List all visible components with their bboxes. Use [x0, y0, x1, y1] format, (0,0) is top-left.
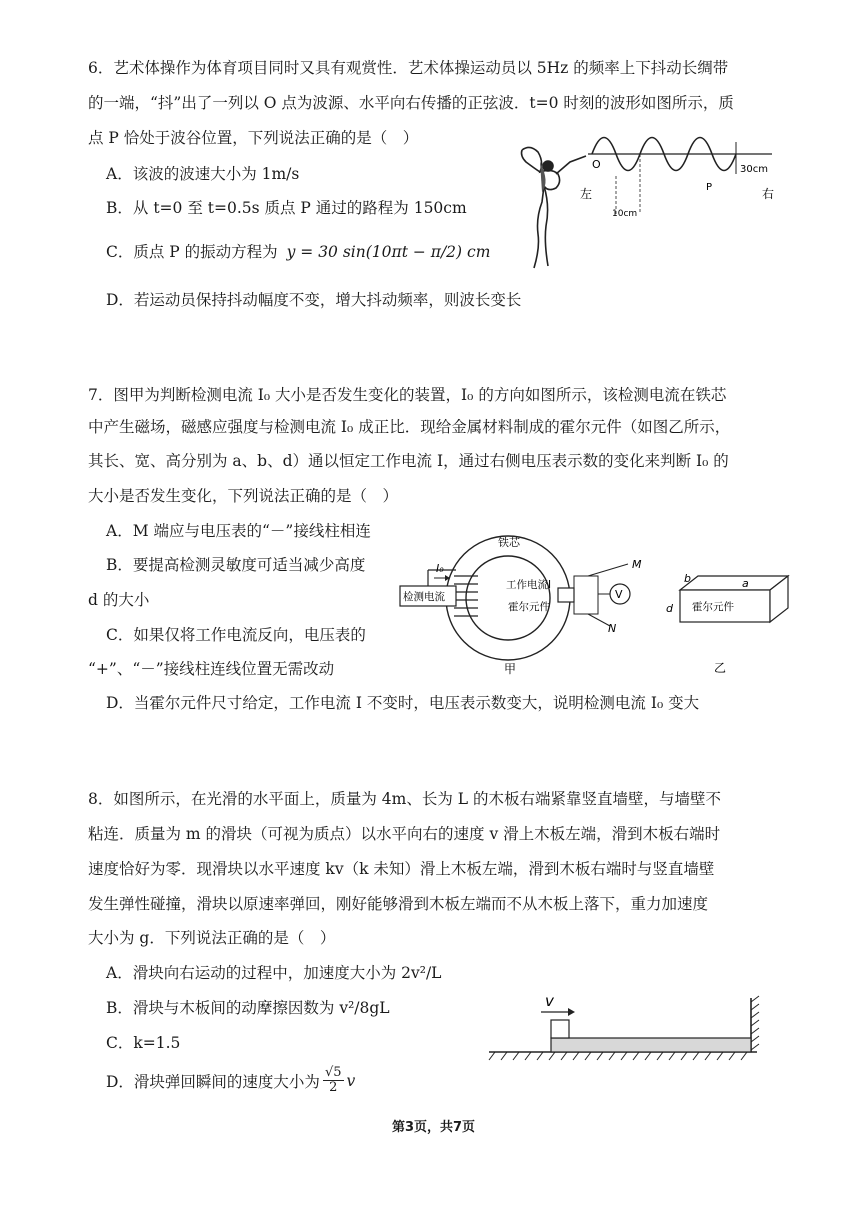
q6-option-c [106, 240, 490, 262]
q7-stem-line3: 其长、宽、高分别为 a、b、d）通以恒定工作电流 I，通过右侧电压表示数的变化来判断 I₀ 的 [88, 452, 729, 470]
q7-figure-jia [398, 528, 658, 678]
ground-hatch [489, 1052, 747, 1060]
velocity-arrowhead [568, 1008, 575, 1016]
q8-option-c: C．k=1.5 [106, 1034, 181, 1052]
q8-option-a: A．滑块向右运动的过程中，加速度大小为 2v²/L [106, 964, 442, 982]
q8-fraction-denominator: 2 [329, 1080, 338, 1095]
q7-figure-yi [662, 560, 812, 676]
slider-block [551, 1020, 569, 1038]
q8-option-d-fraction [323, 1066, 344, 1095]
q8-option-d-suffix: v [346, 1071, 356, 1090]
amplitude-label: 30cm [740, 164, 768, 175]
dim-b-label: b [684, 572, 691, 585]
q7-stem-line2: 中产生磁场，磁感应强度与检测电流 I₀ 成正比．现给金属材料制成的霍尔元件（如图乙所示， [88, 418, 731, 436]
q6-option-d: D．若运动员保持抖动幅度不变，增大抖动频率，则波长变长 [106, 291, 522, 309]
figure-yi-label: 乙 [714, 661, 727, 675]
right-label: 右 [762, 187, 775, 201]
dim-d-label: d [666, 602, 673, 615]
point-o-label: O [592, 158, 601, 171]
q8-stem-line2: 粘连．质量为 m 的滑块（可视为质点）以水平向右的速度 v 滑上木板左端，滑到木板右端时 [88, 825, 721, 843]
hall-element-label-jia: 霍尔元件 [508, 601, 550, 613]
m-terminal-label: M [632, 558, 642, 571]
core-outer [446, 536, 570, 660]
q6-option-c-formula: y = 30 sin(10πt − π/2) cm [286, 243, 491, 261]
q6-option-a: A．该波的波速大小为 1m/s [106, 165, 300, 183]
wall-hatch [751, 996, 759, 1050]
q8-board-figure [485, 990, 770, 1070]
core-label: 铁芯 [498, 536, 520, 549]
page-footer: 第3页，共7页 [391, 1120, 476, 1135]
q7-option-b-line1: B．要提高检测灵敏度可适当减少高度 [106, 556, 366, 574]
q8-fraction-numerator: √5 [324, 1065, 342, 1080]
q6-stem-line2: 的一端，“抖”出了一列以 O 点为波源、水平向右传播的正弦波．t=0 时刻的波形如图所示，质 [88, 94, 734, 112]
q8-stem-line4: 发生弹性碰撞，滑块以原速率弹回，刚好能够滑到木板左端而不从木板上落下，重力加速度 [88, 895, 709, 913]
q8-stem-line1: 8．如图所示，在光滑的水平面上，质量为 4m、长为 L 的木板右端紧靠竖直墙壁，与墙壁不 [88, 790, 721, 808]
hall-plate [574, 576, 598, 614]
q7-stem-line1: 7．图甲为判断检测电流 I₀ 大小是否发生变化的装置，I₀ 的方向如图所示，该检测电流在铁芯 [88, 386, 727, 404]
q8-stem-line3: 速度恰好为零．现滑块以水平速度 kv（k 未知）滑上木板左端，滑到木板右端时与竖直墙壁 [88, 860, 715, 878]
q7-option-b-line2: d 的大小 [88, 591, 150, 609]
q6-option-b: B．从 t=0 至 t=0.5s 质点 P 通过的路程为 150cm [106, 199, 467, 217]
q8-option-b: B．滑块与木板间的动摩擦因数为 v²/8gL [106, 999, 390, 1017]
velocity-label: v [545, 992, 554, 1010]
voltmeter-label: V [615, 588, 623, 601]
detect-current-label: 检测电流 [403, 591, 445, 603]
work-current-label: 工作电流I [506, 579, 552, 591]
q6-stem-line1: 6．艺术体操作为体育项目同时又具有观赏性．艺术体操运动员以 5Hz 的频率上下抖动长绸带 [88, 59, 729, 77]
q7-option-c-line1: C．如果仅将工作电流反向，电压表的 [106, 626, 366, 644]
q6-option-c-prefix: C．质点 P 的振动方程为 [106, 243, 278, 261]
core-inner [466, 556, 550, 640]
q8-option-d-prefix: D．滑块弹回瞬间的速度大小为 [106, 1072, 320, 1091]
gymnast-figure [522, 147, 587, 268]
point-p-label: P [706, 182, 713, 193]
q6-stem-line3: 点 P 恰处于波谷位置，下列说法正确的是（ ） [88, 129, 419, 147]
n-terminal-label: N [608, 622, 617, 635]
q7-option-a: A．M 端应与电压表的“－”接线柱相连 [106, 522, 371, 540]
wooden-board [551, 1038, 751, 1052]
dim-a-label: a [742, 577, 749, 590]
q7-option-c-line2: “+”、“－”接线柱连线位置无需改动 [88, 660, 335, 678]
hall-box-label: 霍尔元件 [692, 601, 734, 613]
q8-stem-line5: 大小为 g．下列说法正确的是（ ） [88, 929, 336, 947]
i0-label: I₀ [436, 562, 444, 575]
q8-option-d [106, 1066, 355, 1095]
figure-jia-label: 甲 [504, 662, 517, 676]
hall-element-gap [558, 588, 574, 602]
q7-stem-line4: 大小是否发生变化，下列说法正确的是（ ） [88, 487, 399, 505]
left-label: 左 [580, 187, 593, 201]
q6-wave-figure [500, 122, 790, 274]
distance-label: 10cm [612, 209, 638, 219]
q7-option-d: D．当霍尔元件尺寸给定，工作电流 I 不变时，电压表示数变大，说明检测电流 I₀ 变大 [106, 694, 700, 712]
